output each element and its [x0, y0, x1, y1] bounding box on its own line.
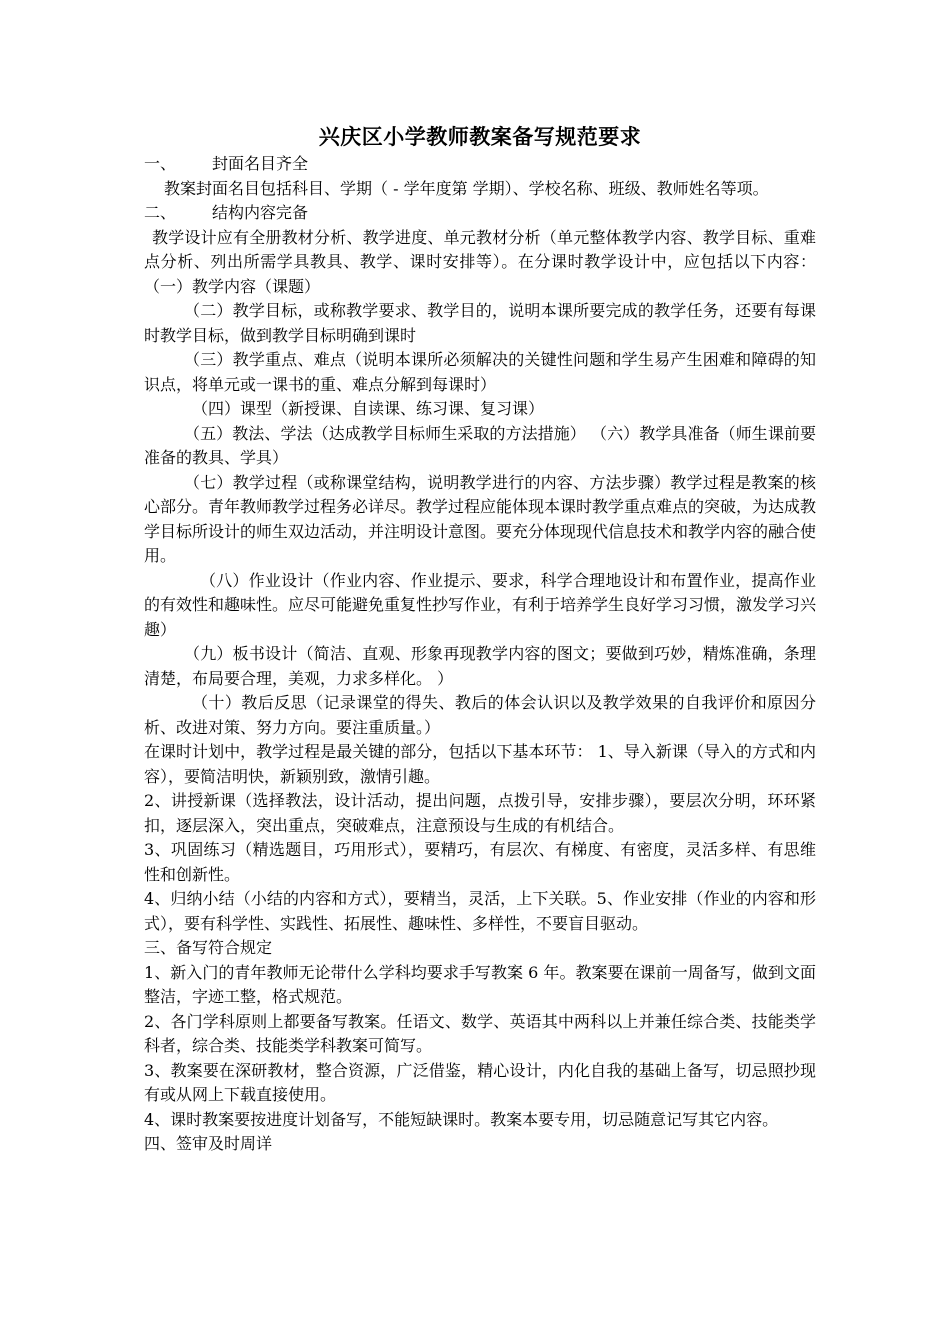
section-1-heading-text: 封面名目齐全	[212, 154, 309, 173]
section-2-item-8: （八）作业设计（作业内容、作业提示、要求，科学合理地设计和布置作业，提高作业的有效性和趣味性。应尽可能避免重复性抄写作业，有利于培养学生良好学习习惯，激发学习兴趣）	[144, 570, 817, 639]
section-3-paragraph-3: 3、教案要在深研教材，整合资源，广泛借鉴，精心设计，内化自我的基础上备写，切忌照抄现有或从网上下载直接使用。	[144, 1060, 816, 1104]
section-1-heading	[144, 152, 816, 177]
teaching-step-4: 4、归纳小结（小结的内容和方式），要精当，灵活，上下关联。5、作业安排（作业的内容和形式），要有科学性、实践性、拓展性、趣味性、多样性，不要盲目驱动。	[144, 889, 816, 933]
teaching-step-2: 2、讲授新课（选择教法，设计活动，提出问题，点拨引导，安排步骤），要层次分明，环环紧扣，逐层深入，突出重点，突破难点，注意预设与生成的有机结合。	[144, 791, 816, 835]
section-2-item-5: （五）教法、学法（达成教学目标师生采取的方法措施） （六）教学具准备（师生课前要准备的教具、学具）	[144, 423, 816, 467]
document-title: 兴庆区小学教师教案备写规范要求	[318, 124, 642, 149]
section-2-heading-text: 结构内容完备	[212, 203, 309, 222]
section-4-heading: 四、签审及时周详	[144, 1134, 273, 1153]
section-2-number: 二、	[144, 203, 177, 222]
teaching-step-3: 3、巩固练习（精选题目，巧用形式），要精巧，有层次、有梯度、有密度，灵活多样、有思维性和创新性。	[144, 840, 816, 884]
section-2-item-7: （七）教学过程（或称课堂结构，说明教学进行的内容、方法步骤）教学过程是教案的核心部分。青年教师教学过程务必详尽。教学过程应能体现本课时教学重点难点的突破，为达成教学目标所设计的师生双边活动，并注明设计意图。要充分体现现代信息技术和教学内容的融合使用。	[144, 472, 817, 565]
section-2-item-4: （四）课型（新授课、自读课、练习课、复习课）	[192, 399, 545, 418]
section-2-intro: 教学设计应有全册教材分析、教学进度、单元教材分析（单元整体教学内容、教学目标、重难点分析、列出所需学具教具、教学、课时安排等）。在分课时教学设计中，应包括以下内容： （一）教学内容（课题）	[144, 227, 816, 296]
section-1-number: 一、	[144, 154, 177, 173]
section-3-heading: 三、备写符合规定	[144, 938, 273, 957]
section-2-item-9: （九）板书设计（简洁、直观、形象再现教学内容的图文；要做到巧妙，精炼准确，条理清楚，布局要合理，美观，力求多样化。 ）	[144, 644, 816, 688]
section-2-heading	[144, 201, 816, 226]
section-1-body: 教案封面名目包括科目、学期（ - 学年度第 学期）、学校名称、班级、教师姓名等项。	[164, 178, 769, 198]
section-3-paragraph-1: 1、新入门的青年教师无论带什么学科均要求手写教案 6 年。教案要在课前一周备写，做到文面整洁，字迹工整，格式规范。	[144, 962, 816, 1006]
section-2-item-3: （三）教学重点、难点（说明本课所必须解决的关键性问题和学生易产生困难和障碍的知识点，将单元或一课书的重、难点分解到每课时）	[144, 350, 816, 394]
teaching-process-paragraph: 在课时计划中，教学过程是最关键的部分，包括以下基本环节： 1、导入新课（导入的方式和内容），要简洁明快，新颖别致，激情引趣。	[144, 742, 816, 786]
section-2-item-10: （十）教后反思（记录课堂的得失、教后的体会认识以及教学效果的自我评价和原因分析、改进对策、努力方向。要注重质量。）	[144, 693, 816, 737]
section-2-item-2: （二）教学目标，或称教学要求、教学目的，说明本课所要完成的教学任务，还要有每课时教学目标，做到教学目标明确到课时	[144, 301, 816, 345]
section-3-paragraph-2: 2、各门学科原则上都要备写教案。任语文、数学、英语其中两科以上并兼任综合类、技能类学科者，综合类、技能类学科教案可简写。	[144, 1011, 816, 1055]
document-body	[144, 122, 816, 1157]
section-3-paragraph-4: 4、课时教案要按进度计划备写，不能短缺课时。教案本要专用，切忌随意记写其它内容。	[144, 1109, 779, 1129]
